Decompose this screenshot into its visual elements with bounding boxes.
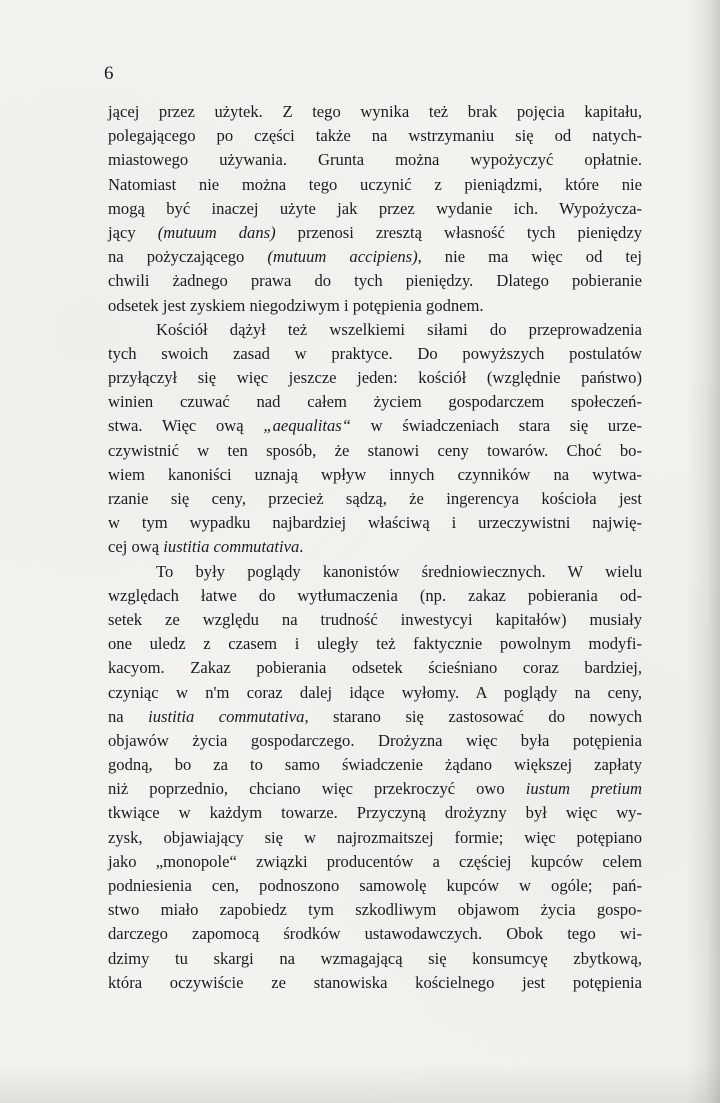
text-segment: stwa. Więc ową	[108, 416, 264, 436]
text-segment: one uledz z czasem i uległy też faktycznie powolnym modyfi-	[108, 634, 642, 654]
text-line	[108, 801, 642, 825]
italic-term: iustum pretium	[525, 779, 642, 799]
text-segment: tkwiące w każdym towarze. Przyczyną drożyzny był więc wy-	[108, 803, 642, 823]
text-line	[108, 269, 642, 293]
text-line	[108, 100, 642, 124]
text-segment: setek ze względu na trudność inwestycyi kapitałów) musiały	[108, 609, 642, 629]
text-line	[108, 124, 642, 148]
text-line	[108, 366, 642, 390]
text-line	[108, 971, 642, 995]
text-line	[108, 729, 642, 753]
text-line	[108, 898, 642, 922]
text-segment: miastowego używania. Grunta można wypożyczyć opłatnie.	[108, 150, 642, 170]
text-segment: względach łatwe do wytłumaczenia (np. zakaz pobierania od-	[108, 585, 642, 605]
text-segment: na	[108, 706, 149, 726]
text-segment: zysk, objawiający się w najrozmaitszej formie; więc potępiano	[108, 827, 642, 847]
text-line	[108, 390, 642, 414]
text-segment: która oczywiście ze stanowiska kościelnego jest potępienia	[108, 972, 642, 992]
text-line	[108, 560, 642, 584]
text-segment: dzimy tu skargi na wzmagającą się konsumcyę zbytkową,	[108, 948, 642, 968]
text-line	[108, 294, 642, 318]
text-segment: wiem kanoniści uznają wpływ innych czynników na wytwa-	[108, 464, 642, 484]
text-segment: objawów życia gospodarczego. Drożyzna więc była potępienia	[108, 730, 642, 750]
text-segment: darczego zapomocą środków ustawodawczych. Obok tego wi-	[108, 924, 642, 944]
text-line	[108, 221, 642, 245]
italic-term: „aequalitas“	[263, 416, 351, 436]
text-line	[108, 608, 642, 632]
text-segment: winien czuwać nad całem życiem gospodarczem społeczeń-	[108, 392, 642, 412]
text-line	[108, 777, 642, 801]
text-line	[108, 173, 642, 197]
text-segment: jącej przez użytek. Z tego wynika też brak pojęcia kapitału,	[108, 102, 642, 121]
body-text	[108, 100, 642, 995]
text-line	[108, 342, 642, 366]
text-segment: w tym wypadku najbardziej właściwą i urzeczywistni najwię-	[108, 513, 642, 533]
text-segment: polegającego po części także na wstrzymaniu się od natych-	[108, 126, 642, 146]
text-segment: podniesienia cen, podnoszono samowolę kupców w ogóle; pań-	[108, 876, 642, 895]
text-segment: tych swoich zasad w praktyce. Do powyższych postulatów	[108, 343, 642, 363]
text-segment: Kościół dążył też wszelkiemi siłami do przeprowadzenia	[156, 319, 642, 339]
text-segment: odsetek jest zyskiem niegodziwym i potępienia godnem.	[108, 295, 484, 315]
page-edge-shadow	[686, 0, 720, 1103]
text-line	[108, 922, 642, 946]
text-segment: jący	[108, 222, 158, 242]
italic-term: iustitia commutativa	[163, 537, 300, 557]
text-segment: czywistnić w ten sposób, że stanowi ceny towarów. Choć bo-	[108, 440, 642, 460]
text-line	[108, 535, 642, 559]
text-segment: przenosi zresztą własność tych pieniędzy	[275, 222, 642, 242]
text-line	[108, 197, 642, 221]
text-segment: czyniąc w n'm coraz dalej idące wyłomy. A poglądy na ceny,	[108, 682, 642, 702]
text-segment: cej ową	[108, 537, 164, 557]
text-segment: jako „monopole“ związki producentów a częściej kupców celem	[108, 851, 642, 871]
text-segment: w świadczeniach stara się urze-	[350, 416, 642, 436]
page-bottom-shadow	[0, 1063, 720, 1103]
text-segment: To były poglądy kanonistów średniowiecznych. W wielu	[156, 561, 642, 581]
text-segment: Natomiast nie można tego uczynić z pieniądzmi, które nie	[108, 174, 642, 194]
text-line	[108, 681, 642, 705]
text-line	[108, 439, 642, 463]
text-line	[108, 463, 642, 487]
text-line	[108, 850, 642, 874]
text-segment: rzanie się ceny, przecież sądzą, że ingerencya kościoła jest	[108, 489, 642, 508]
text-line	[108, 947, 642, 971]
text-line	[108, 753, 642, 777]
text-segment: .	[299, 537, 304, 557]
text-segment: stwo miało zapobiedz tym szkodliwym objawom życia gospo-	[108, 900, 642, 920]
text-segment: przyłączył się więc jeszcze jeden: kościół (względnie państwo)	[108, 368, 642, 388]
text-segment: , starano się zastosować do nowych	[304, 706, 643, 726]
text-line	[108, 487, 642, 511]
italic-term: (mutuum accipiens)	[267, 247, 418, 267]
text-line	[108, 656, 642, 680]
text-line	[108, 705, 642, 729]
text-line	[108, 511, 642, 535]
text-line	[108, 245, 642, 269]
text-segment: godną, bo za to samo świadczenie żądano większej zapłaty	[108, 755, 642, 775]
page-number: 6	[104, 63, 114, 84]
text-segment: chwili żadnego prawa do tych pieniędzy. Dlatego pobieranie	[108, 271, 642, 291]
text-segment: kacyom. Zakaz pobierania odsetek ścieśniano coraz bardziej,	[108, 658, 642, 678]
text-line	[108, 632, 642, 656]
text-segment: mogą być inaczej użyte jak przez wydanie ich. Wypożycza-	[108, 198, 642, 218]
text-segment: niż poprzednio, chciano więc przekroczyć owo	[108, 779, 526, 799]
text-line	[108, 148, 642, 172]
italic-term: iustitia commutativa	[148, 706, 305, 726]
text-line	[108, 414, 642, 438]
text-line	[108, 318, 642, 342]
text-line	[108, 826, 642, 850]
text-line	[108, 874, 642, 898]
text-segment: , nie ma więc od tej	[417, 247, 642, 267]
text-line	[108, 584, 642, 608]
italic-term: (mutuum dans)	[157, 222, 276, 242]
text-segment: na pożyczającego	[108, 247, 268, 267]
